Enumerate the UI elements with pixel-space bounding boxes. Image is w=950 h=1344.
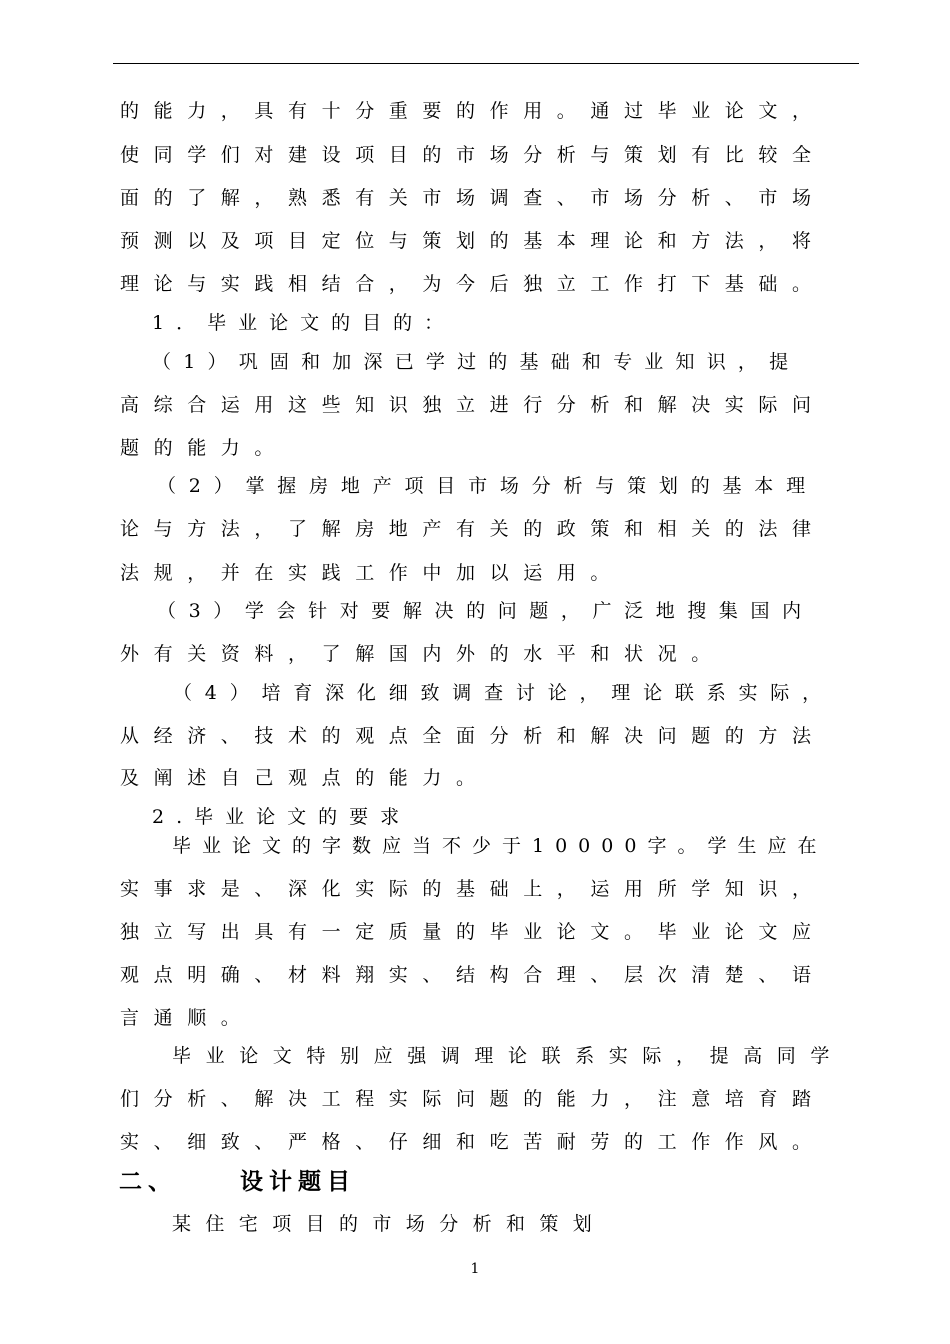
text-line: 及阐述自己观点的能力。 bbox=[120, 767, 490, 789]
text-line: 预测以及项目定位与策划的基本理论和方法，将 bbox=[120, 230, 826, 252]
text-line: （4）培育深化细致调查讨论，理论联系实际， bbox=[173, 682, 834, 704]
text-line: 从经济、技术的观点全面分析和解决问题的方法 bbox=[120, 725, 826, 747]
design-topic: 某住宅项目的市场分析和策划 bbox=[172, 1213, 607, 1235]
list-heading-requirements: 2.毕业论文的要求 bbox=[152, 806, 412, 828]
section-heading-number: 二、 bbox=[119, 1169, 177, 1195]
text-line: 实事求是、深化实际的基础上，运用所学知识， bbox=[120, 878, 826, 900]
text-line: 理论与实践相结合，为今后独立工作打下基础。 bbox=[120, 273, 826, 295]
text-line: 题的能力。 bbox=[120, 437, 289, 459]
text-line: （1）巩固和加深已学过的基础和专业知识，提 bbox=[152, 351, 801, 373]
header-rule bbox=[113, 63, 859, 64]
text-line: 使同学们对建设项目的市场分析与策划有比较全 bbox=[120, 144, 826, 166]
text-line: 观点明确、材料翔实、结构合理、层次清楚、语 bbox=[120, 964, 826, 986]
text-line: 独立写出具有一定质量的毕业论文。毕业论文应 bbox=[120, 921, 826, 943]
text-line: 的能力，具有十分重要的作用。通过毕业论文， bbox=[120, 100, 826, 122]
text-line: 言通顺。 bbox=[120, 1007, 255, 1029]
text-line: 们分析、解决工程实际问题的能力，注意培育踏 bbox=[120, 1088, 826, 1110]
text-line: 高综合运用这些知识独立进行分析和解决实际问 bbox=[120, 394, 826, 416]
text-line: 法规，并在实践工作中加以运用。 bbox=[120, 562, 625, 584]
text-line: 毕业论文特别应强调理论联系实际，提高同学 bbox=[172, 1045, 845, 1067]
text-line: 面的了解，熟悉有关市场调查、市场分析、市场 bbox=[120, 187, 826, 209]
text-line: 实、细致、严格、仔细和吃苦耐劳的工作作风。 bbox=[120, 1131, 826, 1153]
list-heading-purpose: 1．毕业论文的目的： bbox=[152, 312, 456, 334]
page-number: 1 bbox=[470, 1261, 480, 1277]
text-line: 论与方法，了解房地产有关的政策和相关的法律 bbox=[120, 518, 826, 540]
text-line: 外有关资料，了解国内外的水平和状况。 bbox=[120, 643, 725, 665]
text-line: 毕业论文的字数应当不少于10000字。学生应在 bbox=[172, 835, 828, 857]
text-line: （3）学会针对要解决的问题，广泛地搜集国内 bbox=[157, 600, 814, 622]
text-line: （2）掌握房地产项目市场分析与策划的基本理 bbox=[157, 475, 818, 497]
section-heading-title: 设计题目 bbox=[240, 1169, 356, 1195]
